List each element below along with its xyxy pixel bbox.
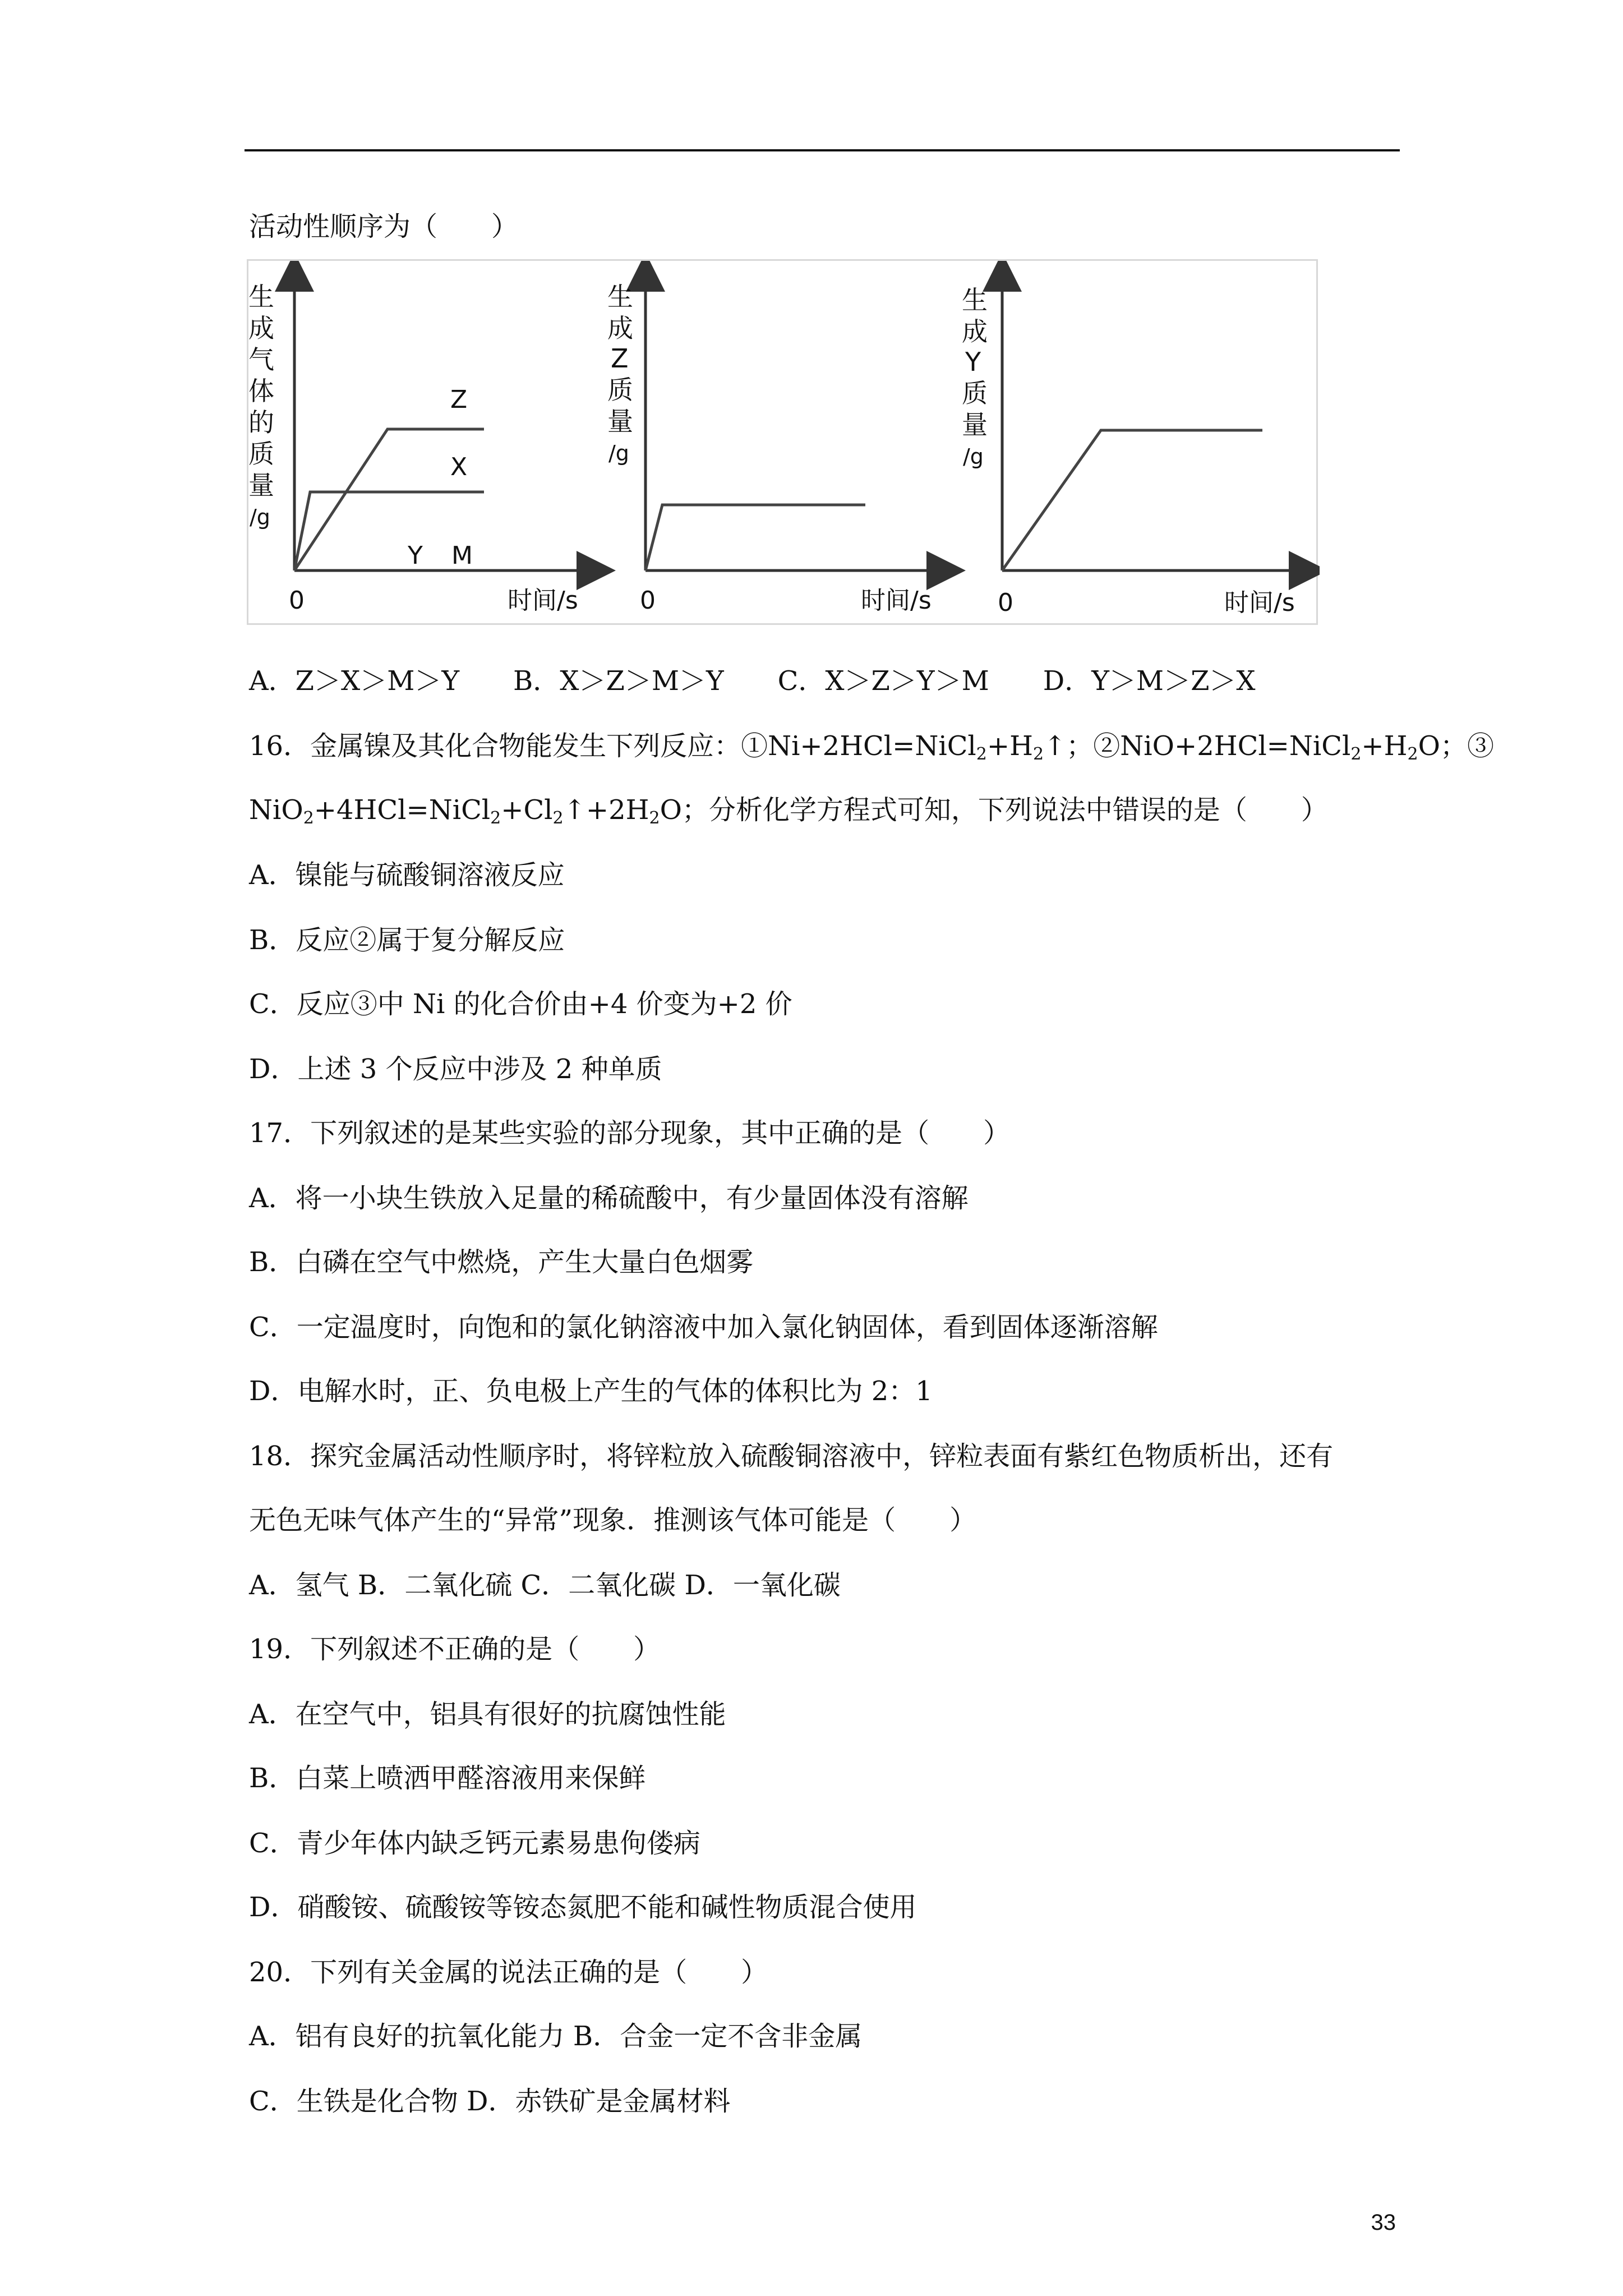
fig1-label-x: X [450,453,468,481]
figure-3 [962,272,1308,617]
fig1-ylabel-c0: 生 [248,282,274,312]
q15-graphs [248,261,1320,627]
fig1-label-y: Y [408,541,423,570]
q18-stem-2: 无色无味气体产生的“异常”现象．推测该气体可能是（ ） [249,1504,977,1536]
q16-option-c: C．反应③中 Ni 的化合价由+4 价变为+2 价 [249,988,792,1020]
q17-option-a: A．将一小块生铁放入足量的稀硫酸中，有少量固体没有溶解 [249,1182,969,1214]
fig1-ylabel-c3: 体 [248,376,274,406]
figure-1 [248,272,596,615]
fig1-ylabel [248,282,274,530]
fig3-ylabel-c5: /g [963,444,984,469]
q17-option-b: B．白磷在空气中燃烧，产生大量白色烟雾 [249,1246,754,1278]
fig2-ylabel-c4: 量 [607,406,633,436]
fig3-line-y [1002,430,1262,570]
q16-option-a: A．镍能与硫酸铜溶液反应 [249,859,565,891]
fig2-ylabel-c0: 生 [607,282,633,312]
fig1-ylabel-c6: 量 [248,470,274,500]
figure-2 [607,272,946,615]
q16-line2: $NiO_2+4HCl=NiCl_2+Cl_2↑+2H_2O$；分析化学方程式可知，下列说法中错误的是（ ） [249,794,1328,828]
q18-stem-1: 18．探究金属活动性顺序时，将锌粒放入硫酸铜溶液中，锌粒表面有紫红色物质析出，还有 [249,1441,1334,1472]
fig2-ylabel [607,282,633,466]
header-rule [245,149,1400,151]
q19-option-d: D．硝酸铵、硫酸铵等铵态氮肥不能和碱性物质混合使用 [249,1892,917,1923]
fig2-ylabel-c1: 成 [607,313,633,343]
fig2-ylabel-c3: 质 [607,375,633,405]
fig3-ylabel-c2: Y [965,347,981,377]
q20-options-line-2: C．生铁是化合物 D．赤铁矿是金属材料 [249,2086,731,2117]
fig3-ylabel-c0: 生 [962,285,988,315]
fig3-ylabel-c3: 质 [962,378,988,408]
fig3-origin: 0 [998,588,1013,617]
fig2-origin: 0 [640,586,656,615]
q15-stem-tail: 活动性顺序为（ ） [249,211,519,242]
fig3-ylabel-c1: 成 [962,316,988,347]
q20-options-line-1: A．铝有良好的抗氧化能力 B．合金一定不含非金属 [249,2021,863,2052]
fig3-ylabel-c4: 量 [962,409,988,440]
q17-option-c: C．一定温度时，向饱和的氯化钠溶液中加入氯化钠固体，看到固体逐渐溶解 [249,1312,1158,1343]
fig3-xlabel: 时间/s [1224,588,1295,617]
q15-options: A．Z＞X＞M＞Y B．X＞Z＞M＞Y C．X＞Z＞Y＞M D．Y＞M＞Z＞X [249,665,1256,697]
q17-option-d: D．电解水时，正、负电极上产生的气体的体积比为 2：1 [249,1375,933,1407]
q19-option-a: A．在空气中，铝具有很好的抗腐蚀性能 [249,1699,726,1730]
fig2-ylabel-c5: /g [608,441,629,466]
fig1-ylabel-c4: 的 [248,407,274,438]
fig1-ylabel-c2: 气 [248,344,274,375]
q19-stem: 19．下列叙述不正确的是（ ） [249,1634,661,1665]
fig1-label-z: Z [450,385,468,414]
q15-figures [247,259,1318,625]
page-number: 33 [1371,2210,1396,2235]
q20-stem: 20．下列有关金属的说法正确的是（ ） [249,1957,768,1988]
q16-option-b: B．反应②属于复分解反应 [249,924,565,956]
fig2-ylabel-c2: Z [611,343,629,374]
q19-option-b: B．白菜上喷洒甲醛溶液用来保鲜 [249,1763,646,1794]
q18-options: A．氢气 B．二氧化硫 C．二氧化碳 D．一氧化碳 [249,1570,841,1601]
fig2-xlabel: 时间/s [861,586,932,615]
fig1-ylabel-c5: 质 [248,439,274,469]
q19-option-c: C．青少年体内缺乏钙元素易患佝偻病 [249,1828,700,1859]
q17-stem: 17．下列叙述的是某些实验的部分现象，其中正确的是（ ） [249,1117,1011,1149]
fig2-line-z [645,505,865,570]
fig3-ylabel [962,285,988,469]
fig1-ylabel-c7: /g [250,505,270,530]
fig1-label-m: M [451,541,473,570]
q16-line1: 16．金属镍及其化合物能发生下列反应：$①Ni+2HCl=NiCl_2+H_2↑$；$②NiO+2HCl=NiCl_2+H_2O$；③ [249,730,1494,764]
fig1-origin: 0 [289,586,305,615]
fig1-ylabel-c1: 成 [248,313,274,343]
fig1-xlabel: 时间/s [508,586,578,615]
q16-option-d: D．上述 3 个反应中涉及 2 种单质 [249,1053,662,1085]
